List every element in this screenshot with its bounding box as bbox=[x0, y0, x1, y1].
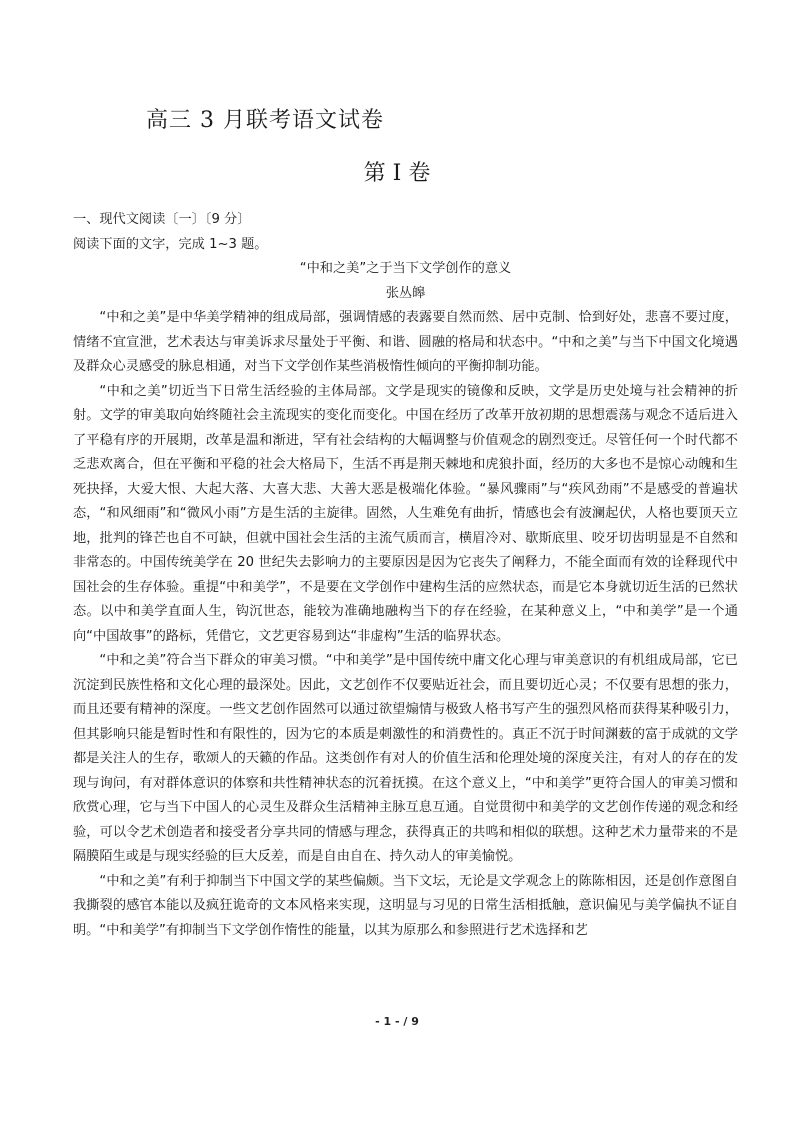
article-author: 张丛皞 bbox=[385, 285, 426, 301]
article-title: “中和之美”之于当下文学创作的意义 bbox=[299, 261, 512, 276]
section-instruction: 阅读下面的文字，完成 1~3 题。 bbox=[73, 236, 268, 252]
article-paragraph-1: “中和之美”是中华美学精神的组成局部，强调情感的表露要自然而然、居中克制、恰到好处，悲喜不要过度，情绪不宜宣泄，艺术表达与审美诉求尽量处于平衡、和谐、圆融的格局和状态中。“中和之美”与当下中国文化境遇及群众心灵感受的脉息相通，对当下文学创作某些消极惰性倾向的平衡抑制功能。 bbox=[73, 310, 738, 374]
volume-title: 第 I 卷 bbox=[363, 161, 431, 186]
article-paragraph-3: “中和之美”符合当下群众的审美习惯。“中和美学”是中国传统中庸文化心理与审美意识的有机组成局部，它已沉淀到民族性格和文化心理的最深处。因此，文艺创作不仅要贴近社会，而且要切近心灵；不仅要有思想的张力，而且还要有精神的深度。一些文艺创作固然可以通过欲望煽情与极致人格书写产生的强烈风格而获得某种吸引力，但其影响只能是暂时性和有限性的，因为它的本质是刺激性的和消费性的。真正不沉于时间渊薮的富于成就的文学都是关注人的生存，歌颂人的天籁的作品。这类创作有对人的价值生活和伦理处境的深度关注，有对人的存在的发现与询问，有对群体意识的体察和共性精神状态的沉着抚摸。在这个意义上，“中和美学”更符合国人的审美习惯和欣赏心理，它与当下中国人的心灵生及群众生活精神主脉互息互通。自觉贯彻中和美学的文艺创作传递的观念和经验，可以令艺术创造者和接受者分享共同的情感与理念，获得真正的共鸣和相似的联想。这种艺术力量带来的不是隔膜陌生或是与现实经验的巨大反差，而是自由自在、持久动人的审美愉悦。 bbox=[73, 653, 738, 864]
document-body bbox=[73, 208, 738, 943]
article-paragraph-2: “中和之美”切近当下日常生活经验的主体局部。文学是现实的镜像和反映，文学是历史处境与社会精神的折射。文学的审美取向始终随社会主流现实的变化而变化。中国在经历了改革开放初期的思想震荡与观念不适后进入了平稳有序的开展期，改革是温和渐进，罕有社会结构的大幅调整与价值观念的剧烈变迁。尽管任何一个时代都不乏悲欢离合，但在平衡和平稳的社会大格局下，生活不再是荆天棘地和虎狼扑面，经历的大多也不是惊心动魄和生死抉择，大爱大恨、大起大落、大喜大悲、大善大恶是极端化体验。“暴风骤雨”与“疾风劲雨”不是感受的普遍状态，“和风细雨”和“微风小雨”方是生活的主旋律。固然，人生难免有曲折，情感也会有波澜起伏，人格也要顶天立地，批判的锋芒也自不可缺，但就中国社会生活的主流气质而言，横眉冷对、歇斯底里、咬牙切齿明显是不自然和非常态的。中国传统美学在 20 世纪失去影响力的主要原因是因为它丧失了阐释力，不能全面而有效的诠释现代中国社会的生存体验。重提“中和美学”，不是要在文学创作中建构生活的应然状态，而是它本身就切近生活的已然状态。以中和美学直面人生，钩沉世态，能较为准确地融构当下的存在经验，在某种意义上，“中和美学”是一个通向“中国故事”的路标，凭借它，文艺更容易到达“非虚构”生活的临界状态。 bbox=[73, 383, 738, 644]
section-heading: 一、现代文阅读〔一〕〔9 分〕 bbox=[73, 212, 251, 227]
page-number: - 1 - / 9 bbox=[375, 1015, 419, 1028]
document-title: 高三 3 月联考语文试卷 bbox=[146, 108, 384, 133]
article-paragraph-4: “中和之美”有利于抑制当下中国文学的某些偏颇。当下文坛，无论是文学观念上的陈陈相因，还是创作意图自我撕裂的感官本能以及疯狂诡奇的文本风格来实现，这明显与习见的日常生活相抵触，意识偏见与美学偏执不证自明。“中和美学”有抑制当下文学创作惰性的能量，以其为原那么和参照进行艺术选择和艺 bbox=[73, 873, 738, 938]
